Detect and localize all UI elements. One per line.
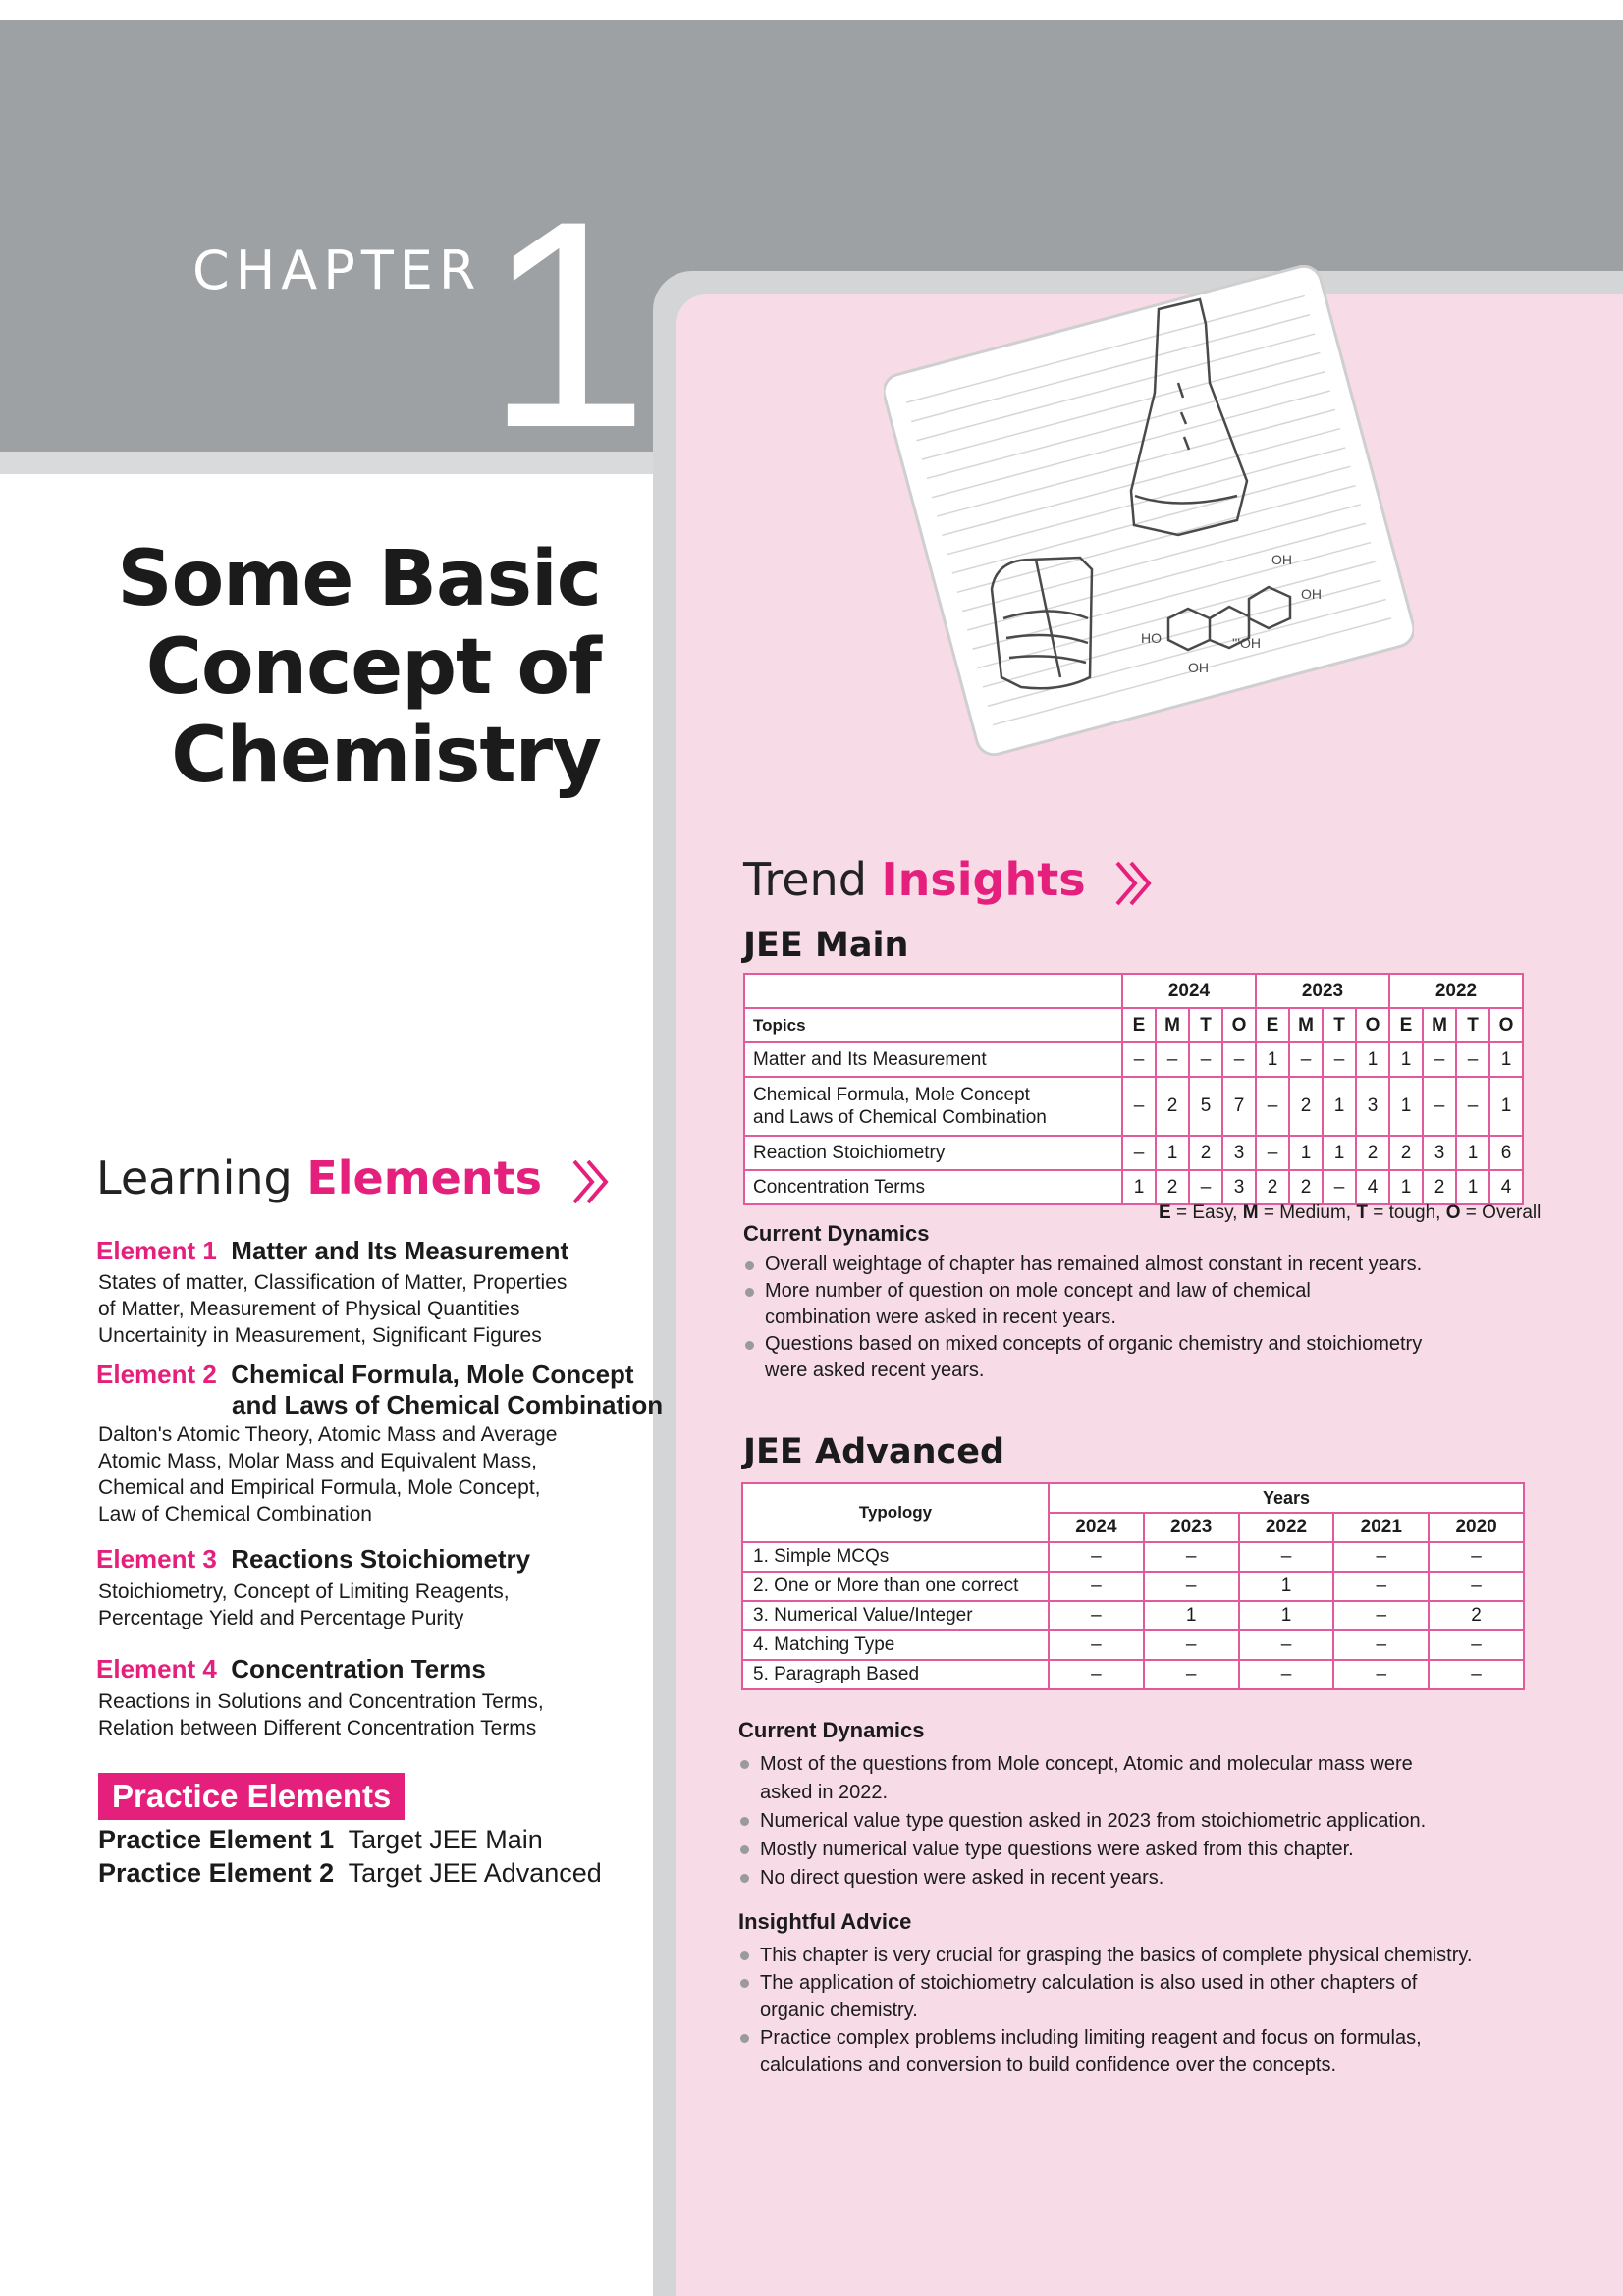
table-row	[742, 1542, 1524, 1572]
insightful-advice-list	[738, 1942, 1543, 2079]
typology-cell: 1. Simple MCQs	[742, 1542, 1049, 1572]
value-cell: 2	[1289, 1077, 1323, 1136]
topic-line: Chemical Formula, Mole Concept	[753, 1085, 1030, 1105]
value-cell: –	[1289, 1042, 1323, 1077]
value-cell: –	[1049, 1542, 1144, 1572]
topic-cell: Concentration Terms	[744, 1170, 1122, 1204]
value-cell: –	[1256, 1077, 1289, 1136]
value-cell: 1	[1239, 1601, 1334, 1630]
value-cell: –	[1323, 1042, 1356, 1077]
value-cell: 7	[1222, 1077, 1256, 1136]
col-header: T	[1323, 1008, 1356, 1042]
practice-elements-badge: Practice Elements	[98, 1773, 405, 1820]
item-line: This chapter is very crucial for grasping the basics of complete physical chemistry.	[760, 1945, 1473, 1966]
year-header: 2024	[1122, 974, 1256, 1008]
value-cell: –	[1239, 1660, 1334, 1689]
value-cell: –	[1429, 1660, 1524, 1689]
current-dynamics-heading: Current Dynamics	[743, 1221, 930, 1246]
value-cell: –	[1156, 1042, 1189, 1077]
legend-value: = Easy,	[1170, 1202, 1243, 1223]
year-header: 2023	[1256, 974, 1389, 1008]
value-cell: –	[1333, 1630, 1429, 1660]
table-row	[742, 1572, 1524, 1601]
typology-header: Typology	[742, 1483, 1049, 1542]
col-header: M	[1423, 1008, 1456, 1042]
element-name: Matter and Its Measurement	[231, 1236, 569, 1265]
value-cell: –	[1122, 1042, 1156, 1077]
value-cell: –	[1333, 1572, 1429, 1601]
body-line: of Matter, Measurement of Physical Quantities	[98, 1298, 520, 1320]
value-cell: –	[1049, 1630, 1144, 1660]
value-cell: 3	[1356, 1077, 1389, 1136]
value-cell: 3	[1222, 1136, 1256, 1170]
table-row	[744, 974, 1523, 1008]
chevron-right-icon	[1113, 859, 1159, 908]
heading-accent: Elements	[306, 1151, 542, 1204]
learning-elements-heading	[96, 1151, 616, 1206]
value-cell: –	[1239, 1630, 1334, 1660]
value-cell: –	[1222, 1042, 1256, 1077]
col-header: M	[1156, 1008, 1189, 1042]
element-2-title	[96, 1360, 663, 1420]
years-header: Years	[1049, 1483, 1524, 1513]
oh-label: OH	[1301, 586, 1322, 602]
jee-advanced-heading: JEE Advanced	[743, 1432, 1005, 1471]
year-header: 2023	[1144, 1513, 1239, 1542]
value-cell: –	[1049, 1660, 1144, 1689]
col-header: E	[1122, 1008, 1156, 1042]
value-cell: –	[1429, 1630, 1524, 1660]
oh-label: '''OH	[1232, 635, 1262, 651]
value-cell: 4	[1489, 1170, 1523, 1204]
col-header: O	[1356, 1008, 1389, 1042]
value-cell: 1	[1323, 1136, 1356, 1170]
year-header: 2022	[1239, 1513, 1334, 1542]
title-line: Concept of	[145, 623, 601, 712]
heading-accent: Insights	[881, 853, 1086, 906]
element-name: Reactions Stoichiometry	[231, 1544, 531, 1574]
body-line: Chemical and Empirical Formula, Mole Concept,	[98, 1476, 541, 1499]
item-line: Questions based on mixed concepts of organic chemistry and stoichiometry	[765, 1333, 1423, 1355]
value-cell: 3	[1423, 1136, 1456, 1170]
practice-number: Practice Element 2	[98, 1858, 335, 1888]
element-number: Element 3	[96, 1544, 217, 1574]
lab-glassware-sketch	[884, 265, 1414, 756]
element-2-body	[98, 1421, 648, 1527]
element-4-body	[98, 1688, 648, 1741]
list-item	[738, 1807, 1543, 1836]
element-name: Concentration Terms	[231, 1654, 486, 1683]
element-1-title	[96, 1236, 568, 1266]
value-cell: –	[1256, 1136, 1289, 1170]
value-cell: 5	[1189, 1077, 1222, 1136]
list-item	[738, 1942, 1543, 1969]
list-item	[743, 1252, 1529, 1278]
topics-header: Topics	[744, 1008, 1122, 1042]
body-line: Dalton's Atomic Theory, Atomic Mass and Average	[98, 1423, 558, 1446]
element-3-title	[96, 1544, 530, 1575]
year-header: 2024	[1049, 1513, 1144, 1542]
item-line: asked in 2022.	[760, 1782, 889, 1803]
difficulty-legend	[1159, 1202, 1541, 1224]
chapter-label: CHAPTER	[192, 240, 482, 301]
value-cell: –	[1333, 1601, 1429, 1630]
value-cell: 1	[1389, 1077, 1423, 1136]
value-cell: 1	[1356, 1042, 1389, 1077]
list-item	[738, 2024, 1543, 2079]
body-line: Relation between Different Concentration Terms	[98, 1717, 537, 1739]
list-item	[738, 1836, 1543, 1864]
chevron-right-icon	[570, 1157, 616, 1206]
ho-label: HO	[1141, 630, 1162, 646]
value-cell: –	[1122, 1136, 1156, 1170]
typology-cell: 4. Matching Type	[742, 1630, 1049, 1660]
item-line: More number of question on mole concept and law of chemical	[765, 1280, 1311, 1302]
value-cell: 1	[1389, 1042, 1423, 1077]
element-name: Chemical Formula, Mole Concept	[231, 1360, 634, 1389]
value-cell: 2	[1156, 1170, 1189, 1204]
topic-line: and Laws of Chemical Combination	[753, 1107, 1047, 1128]
value-cell: 2	[1256, 1170, 1289, 1204]
table-row	[742, 1483, 1524, 1513]
typology-cell: 3. Numerical Value/Integer	[742, 1601, 1049, 1630]
table-row	[744, 1042, 1523, 1077]
jee-main-heading: JEE Main	[743, 926, 909, 965]
value-cell: –	[1333, 1660, 1429, 1689]
col-header: E	[1256, 1008, 1289, 1042]
value-cell: 2	[1189, 1136, 1222, 1170]
value-cell: –	[1189, 1042, 1222, 1077]
chapter-number: 1	[485, 159, 649, 489]
value-cell: –	[1456, 1077, 1489, 1136]
title-line: Some Basic	[117, 535, 601, 623]
item-line: Practice complex problems including limiting reagent and focus on formulas,	[760, 2027, 1422, 2049]
legend-value: = Overall	[1460, 1202, 1542, 1223]
legend-key: O	[1445, 1202, 1461, 1223]
practice-target: Target JEE Advanced	[348, 1858, 602, 1888]
value-cell: –	[1333, 1542, 1429, 1572]
element-4-title	[96, 1654, 486, 1684]
table-row	[744, 1136, 1523, 1170]
year-header: 2021	[1333, 1513, 1429, 1542]
value-cell: –	[1049, 1572, 1144, 1601]
insightful-advice-heading: Insightful Advice	[738, 1909, 912, 1934]
value-cell: 1	[1389, 1170, 1423, 1204]
col-header: T	[1456, 1008, 1489, 1042]
value-cell: –	[1122, 1077, 1156, 1136]
item-line: No direct question were asked in recent years.	[760, 1867, 1164, 1889]
value-cell: –	[1323, 1170, 1356, 1204]
table-row	[744, 1170, 1523, 1204]
value-cell: 2	[1289, 1170, 1323, 1204]
legend-value: = tough,	[1367, 1202, 1446, 1223]
jee-advanced-table	[741, 1482, 1525, 1690]
legend-value: = Medium,	[1258, 1202, 1357, 1223]
item-line: The application of stoichiometry calculation is also used in other chapters of	[760, 1972, 1418, 1994]
item-line: Most of the questions from Mole concept, Atomic and molecular mass were	[760, 1753, 1413, 1775]
blank-cell	[744, 974, 1122, 1008]
topic-cell: Matter and Its Measurement	[744, 1042, 1122, 1077]
item-line: were asked recent years.	[765, 1360, 985, 1381]
heading-plain: Trend	[743, 853, 867, 906]
oh-label: OH	[1271, 552, 1292, 567]
current-dynamics-heading: Current Dynamics	[738, 1718, 925, 1742]
topic-cell: Reaction Stoichiometry	[744, 1136, 1122, 1170]
col-header: O	[1489, 1008, 1523, 1042]
practice-element-2	[98, 1858, 602, 1889]
body-line: Reactions in Solutions and Concentration Terms,	[98, 1690, 544, 1713]
col-header: O	[1222, 1008, 1256, 1042]
value-cell: 1	[1122, 1170, 1156, 1204]
col-header: T	[1189, 1008, 1222, 1042]
value-cell: –	[1144, 1630, 1239, 1660]
list-item	[743, 1278, 1529, 1331]
value-cell: –	[1456, 1042, 1489, 1077]
list-item	[743, 1331, 1529, 1384]
body-line: Atomic Mass, Molar Mass and Equivalent Mass,	[98, 1450, 537, 1472]
list-item	[738, 1750, 1543, 1807]
value-cell: –	[1423, 1077, 1456, 1136]
value-cell: 1	[1256, 1042, 1289, 1077]
value-cell: 1	[1239, 1572, 1334, 1601]
body-line: States of matter, Classification of Matter, Properties	[98, 1271, 568, 1294]
value-cell: –	[1239, 1542, 1334, 1572]
element-number: Element 4	[96, 1654, 217, 1683]
oh-label: OH	[1188, 660, 1209, 675]
value-cell: –	[1049, 1601, 1144, 1630]
value-cell: 1	[1156, 1136, 1189, 1170]
item-line: calculations and conversion to build confidence over the concepts.	[760, 2055, 1337, 2076]
value-cell: –	[1429, 1572, 1524, 1601]
body-line: Stoichiometry, Concept of Limiting Reagents,	[98, 1580, 510, 1603]
trend-insights-heading	[743, 853, 1159, 908]
value-cell: –	[1144, 1572, 1239, 1601]
value-cell: –	[1429, 1542, 1524, 1572]
value-cell: 6	[1489, 1136, 1523, 1170]
item-line: combination were asked in recent years.	[765, 1307, 1116, 1328]
practice-element-1	[98, 1825, 543, 1855]
value-cell: 1	[1489, 1042, 1523, 1077]
body-line: Uncertainity in Measurement, Significant Figures	[98, 1324, 542, 1347]
value-cell: 1	[1289, 1136, 1323, 1170]
jee-main-table	[743, 973, 1524, 1205]
list-item	[738, 1969, 1543, 2024]
list-item	[738, 1864, 1543, 1893]
element-number: Element 2	[96, 1360, 217, 1389]
item-line: Overall weightage of chapter has remained almost constant in recent years.	[765, 1254, 1423, 1275]
value-cell: –	[1144, 1660, 1239, 1689]
legend-key: M	[1242, 1202, 1259, 1223]
element-number: Element 1	[96, 1236, 217, 1265]
value-cell: 2	[1389, 1136, 1423, 1170]
title-line: Chemistry	[171, 712, 601, 800]
jee-advanced-dynamics-list	[738, 1750, 1543, 1893]
element-1-body	[98, 1269, 648, 1349]
chapter-title	[59, 535, 601, 800]
practice-target: Target JEE Main	[348, 1825, 543, 1854]
table-row	[742, 1601, 1524, 1630]
element-3-body	[98, 1578, 648, 1631]
value-cell: 2	[1423, 1170, 1456, 1204]
legend-key: T	[1356, 1202, 1368, 1223]
jee-main-dynamics-list	[743, 1252, 1529, 1384]
value-cell: 1	[1456, 1136, 1489, 1170]
value-cell: 4	[1356, 1170, 1389, 1204]
typology-cell: 2. One or More than one correct	[742, 1572, 1049, 1601]
table-row	[744, 1008, 1523, 1042]
table-row	[744, 1077, 1523, 1136]
value-cell: 1	[1489, 1077, 1523, 1136]
table-row	[742, 1660, 1524, 1689]
practice-number: Practice Element 1	[98, 1825, 335, 1854]
value-cell: 1	[1456, 1170, 1489, 1204]
heading-plain: Learning	[96, 1151, 293, 1204]
legend-key: E	[1159, 1202, 1171, 1223]
element-name-cont: and Laws of Chemical Combination	[232, 1390, 664, 1419]
value-cell: 1	[1323, 1077, 1356, 1136]
value-cell: –	[1144, 1542, 1239, 1572]
col-header: E	[1389, 1008, 1423, 1042]
value-cell: 2	[1356, 1136, 1389, 1170]
body-line: Law of Chemical Combination	[98, 1503, 372, 1525]
col-header: M	[1289, 1008, 1323, 1042]
year-header: 2022	[1389, 974, 1523, 1008]
value-cell: –	[1423, 1042, 1456, 1077]
body-line: Percentage Yield and Percentage Purity	[98, 1607, 464, 1629]
value-cell: 2	[1429, 1601, 1524, 1630]
value-cell: 1	[1144, 1601, 1239, 1630]
value-cell: 3	[1222, 1170, 1256, 1204]
typology-cell: 5. Paragraph Based	[742, 1660, 1049, 1689]
year-header: 2020	[1429, 1513, 1524, 1542]
topic-cell	[744, 1077, 1122, 1136]
item-line: Numerical value type question asked in 2023 from stoichiometric application.	[760, 1810, 1427, 1832]
value-cell: 2	[1156, 1077, 1189, 1136]
item-line: Mostly numerical value type questions were asked from this chapter.	[760, 1839, 1354, 1860]
table-row	[742, 1630, 1524, 1660]
item-line: organic chemistry.	[760, 2000, 918, 2021]
value-cell: –	[1189, 1170, 1222, 1204]
